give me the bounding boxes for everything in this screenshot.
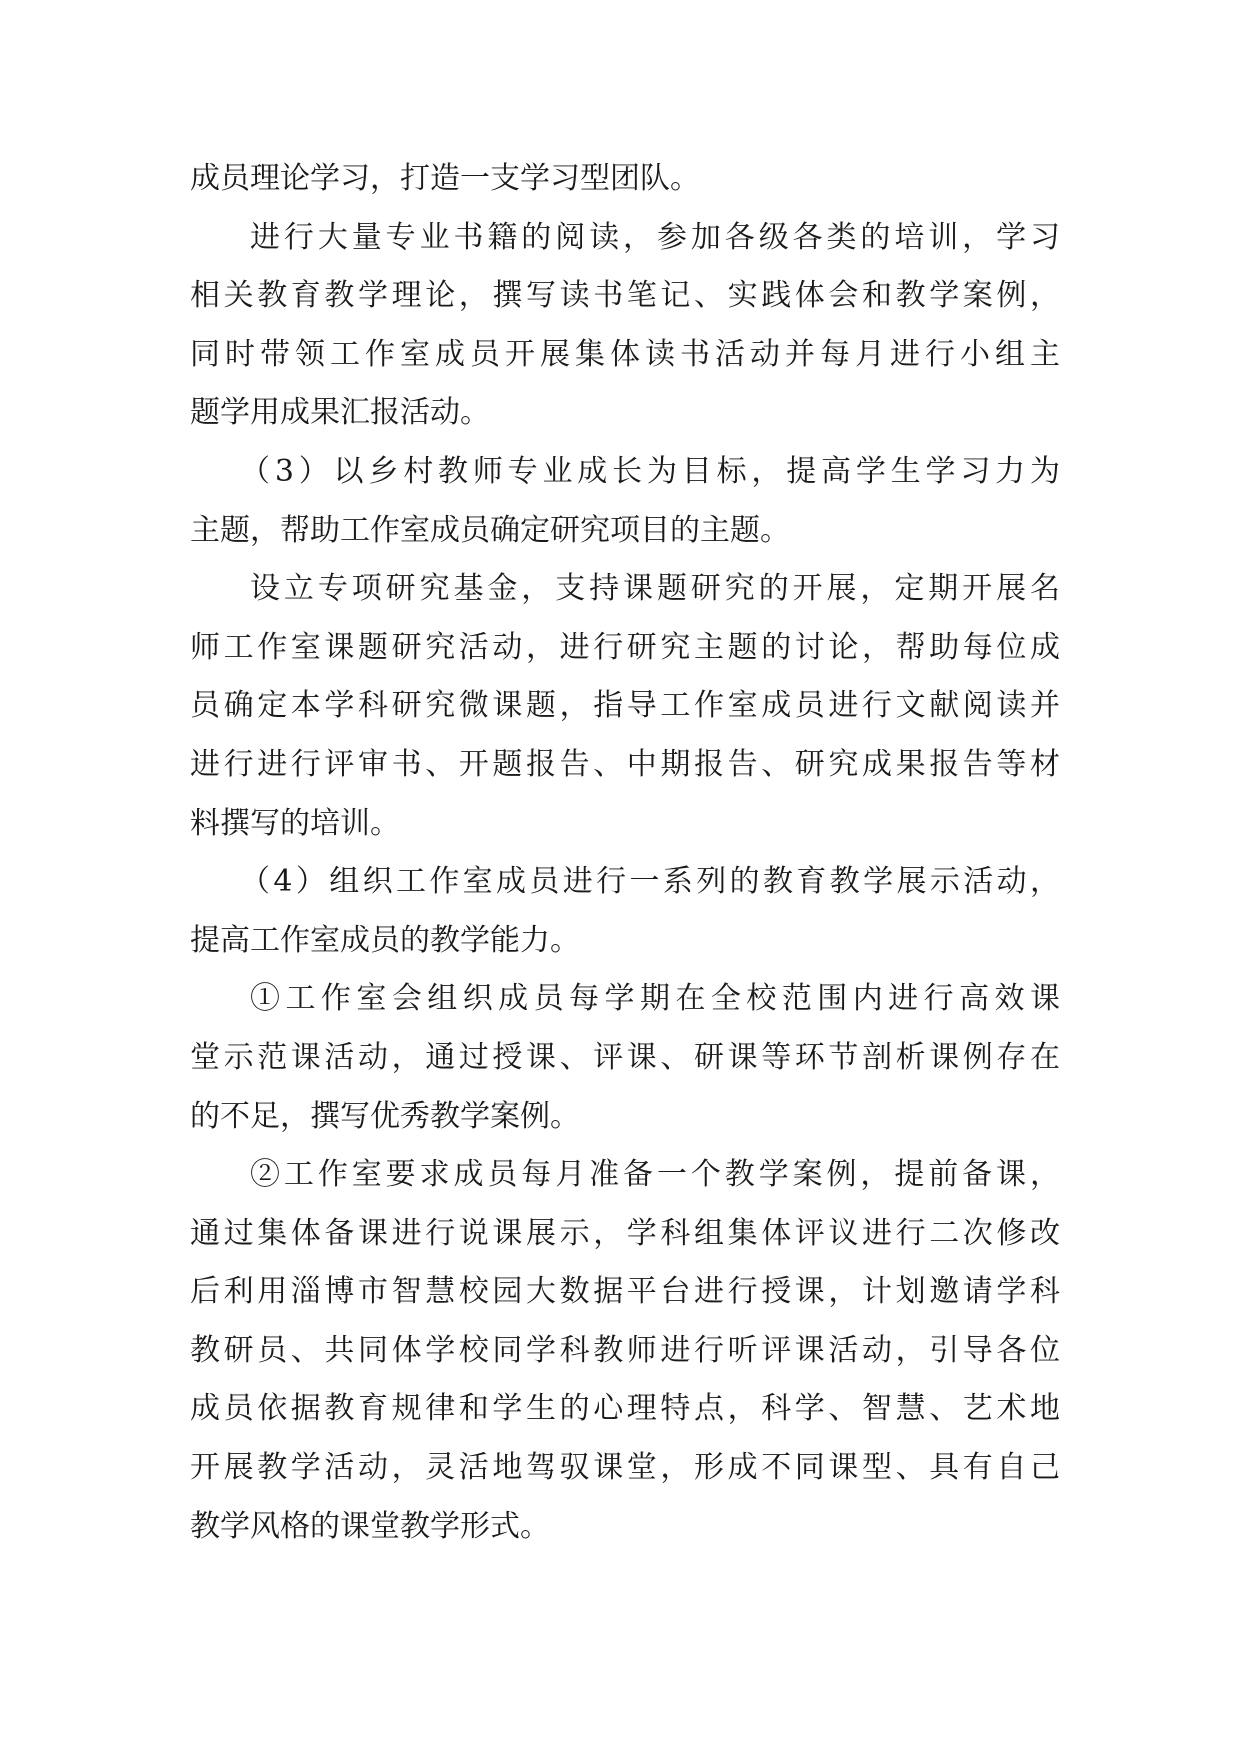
text-line: 相关教育教学理论，撰写读书笔记、实践体会和教学案例， — [190, 278, 1060, 314]
text-line: 提高工作室成员的教学能力。 — [190, 922, 580, 958]
body-text — [190, 150, 1060, 1556]
text-line: 主题，帮助工作室成员确定研究项目的主题。 — [190, 512, 790, 548]
text-line: 后利用淄博市智慧校园大数据平台进行授课，计划邀请学科 — [190, 1274, 1060, 1310]
text-line: 进行进行评审书、开题报告、中期报告、研究成果报告等材 — [190, 746, 1060, 782]
text-line: 成员理论学习，打造一支学习型团队。 — [190, 161, 700, 196]
text-line: 堂示范课活动，通过授课、评课、研课等环节剖析课例存在 — [190, 1039, 1060, 1075]
text-line: 开展教学活动，灵活地驾驭课堂，形成不同课型、具有自己 — [190, 1450, 1060, 1486]
text-line: 师工作室课题研究活动，进行研究主题的讨论，帮助每位成 — [190, 629, 1060, 665]
text-line: 员确定本学科研究微课题，指导工作室成员进行文献阅读并 — [190, 688, 1060, 724]
text-line: 进行大量专业书籍的阅读，参加各级各类的培训，学习 — [250, 219, 1060, 255]
text-line: 同时带领工作室成员开展集体读书活动并每月进行小组主 — [190, 336, 1060, 372]
text-line: 的不足，撰写优秀教学案例。 — [190, 1098, 580, 1134]
text-line: 料撰写的培训。 — [190, 805, 400, 841]
text-line: 题学用成果汇报活动。 — [190, 395, 490, 431]
text-line: 教研员、共同体学校同学科教师进行听评课活动，引导各位 — [190, 1332, 1060, 1368]
text-line: ②工作室要求成员每月准备一个教学案例，提前备课， — [250, 1157, 1060, 1193]
text-line: 教学风格的课堂教学形式。 — [190, 1508, 550, 1544]
text-line: 成员依据教育规律和学生的心理特点，科学、智慧、艺术地 — [190, 1391, 1060, 1427]
text-line: （3）以乡村教师专业成长为目标，提高学生学习力为 — [240, 453, 1060, 489]
text-line: ①工作室会组织成员每学期在全校范围内进行高效课 — [250, 981, 1060, 1017]
text-line: （4）组织工作室成员进行一系列的教育教学展示活动， — [240, 864, 1060, 900]
text-line: 设立专项研究基金，支持课题研究的开展，定期开展名 — [250, 571, 1060, 607]
text-line: 通过集体备课进行说课展示，学科组集体评议进行二次修改 — [190, 1215, 1060, 1251]
